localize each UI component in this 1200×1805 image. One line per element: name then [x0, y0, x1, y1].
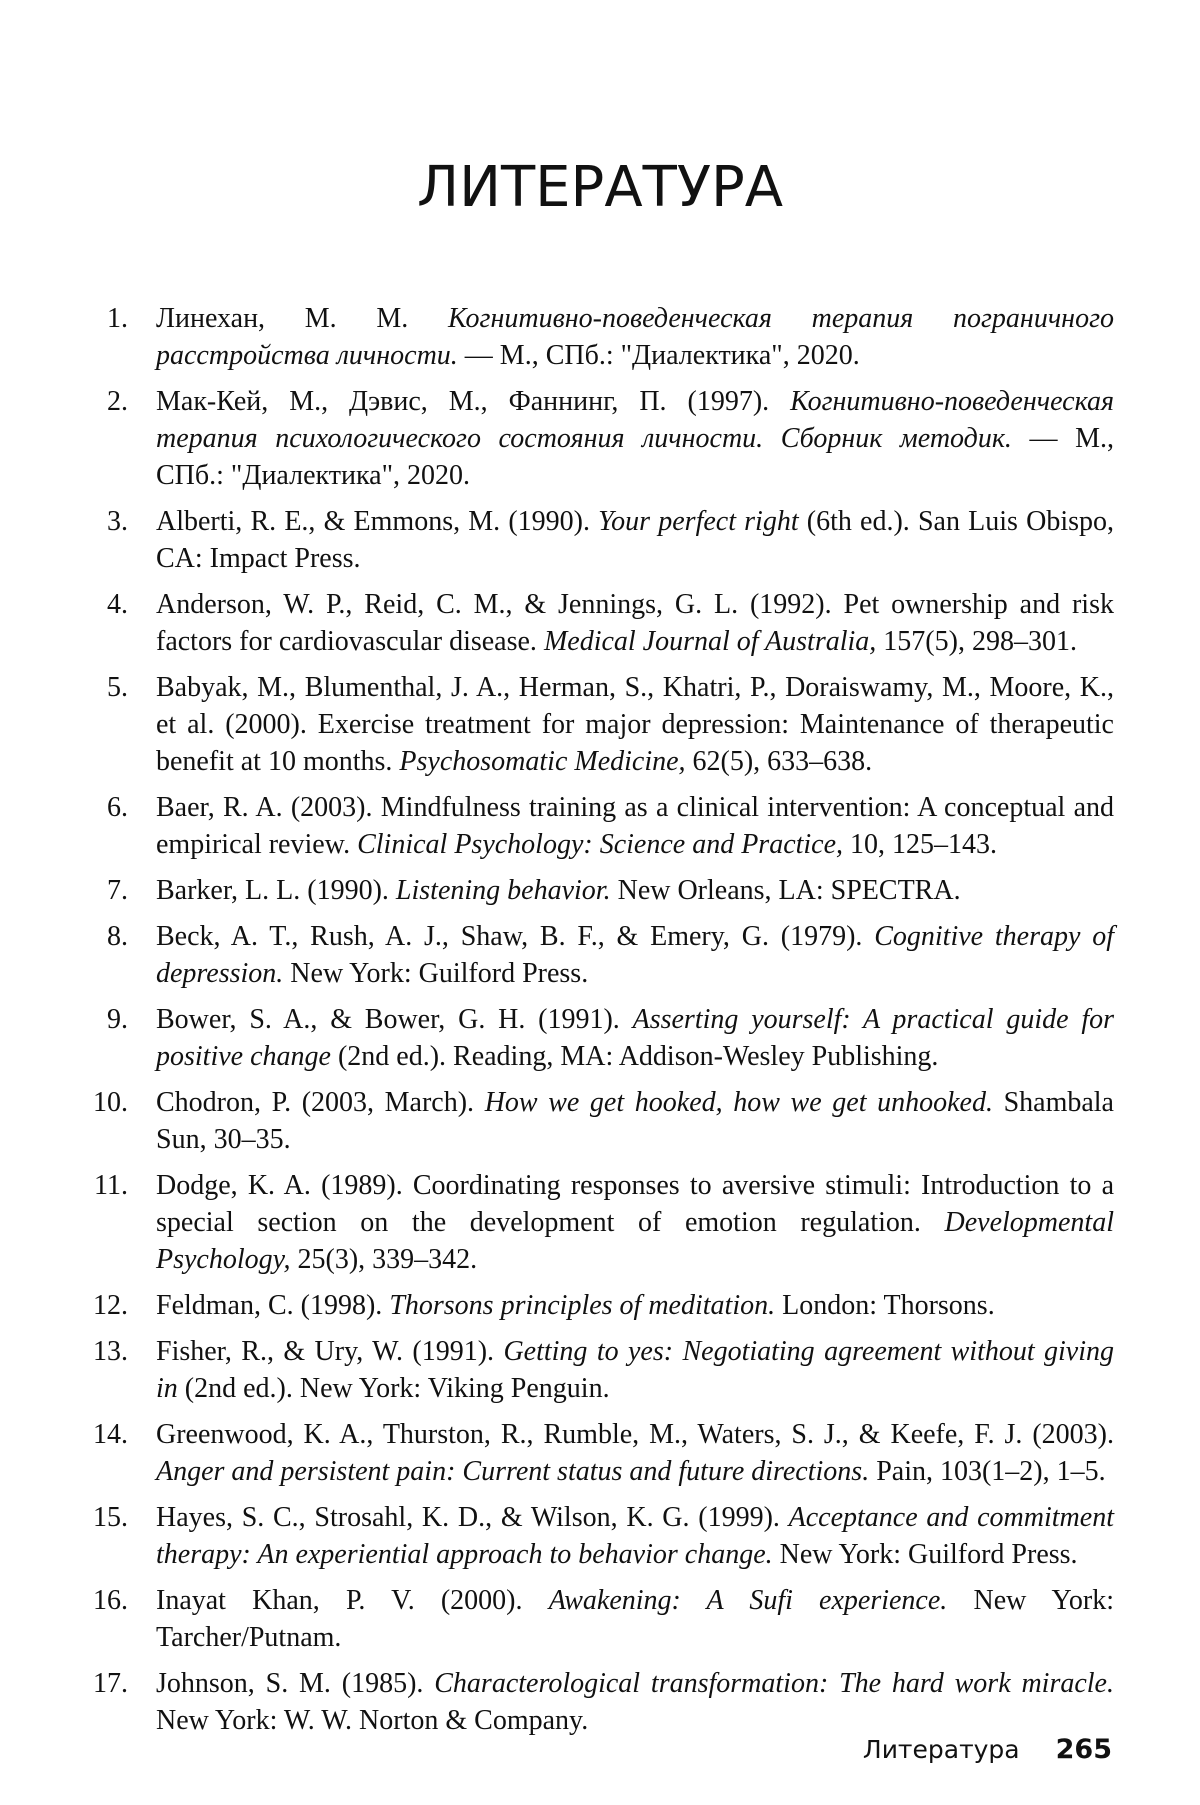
reference-number: 14.: [93, 1419, 128, 1450]
reference-text: [156, 1087, 1114, 1155]
reference-segment: 157(5), 298–301.: [876, 626, 1077, 657]
reference-segment: Pain, 103(1–2), 1–5.: [869, 1456, 1106, 1487]
reference-text: [156, 1585, 1114, 1653]
reference-segment: 62(5), 633–638.: [685, 746, 873, 777]
reference-text: [156, 1502, 1114, 1570]
reference-segment: Shambala Sun, 30–35.: [156, 1087, 1114, 1155]
reference-segment: Beck, A. T., Rush, A. J., Shaw, B. F., & Emery, G. (1979).: [156, 921, 875, 952]
reference-title: Medical Journal of Australia,: [543, 626, 877, 657]
reference-item: [84, 1665, 1114, 1739]
reference-segment: Greenwood, K. A., Thurston, R., Rumble, M., Waters, S. J., & Keefe, F. J. (2003).: [156, 1419, 1114, 1450]
reference-segment: Anderson, W. P., Reid, C. M., & Jennings, G. L. (1992). Pet ownership and risk factors for cardiovascular disease.: [156, 589, 1114, 657]
reference-number: 7.: [107, 875, 128, 906]
reference-number: 13.: [93, 1336, 128, 1367]
reference-text: [156, 1290, 995, 1321]
reference-list: [84, 300, 1114, 1748]
reference-segment: New York: W. W. Norton & Company.: [156, 1705, 589, 1736]
reference-number: 17.: [93, 1668, 128, 1699]
reference-text: [156, 589, 1114, 657]
reference-title: Когнитивно-поведенческая терапия психологического состояния личности. Сборник методик.: [156, 386, 1114, 454]
reference-title: Characterological transformation: The hard work miracle.: [434, 1668, 1114, 1699]
reference-title: Asserting yourself: A practical guide for positive change: [156, 1004, 1115, 1072]
reference-title: Thorsons principles of meditation.: [389, 1290, 776, 1321]
reference-number: 2.: [107, 386, 128, 417]
reference-text: [156, 672, 1114, 777]
reference-title: Clinical Psychology: Science and Practice,: [357, 829, 844, 860]
reference-title: Awakening: A Sufi experience.: [548, 1585, 948, 1616]
reference-segment: New York: Guilford Press.: [772, 1539, 1078, 1570]
reference-segment: Chodron, P. (2003, March).: [156, 1087, 485, 1118]
reference-text: [156, 1419, 1114, 1487]
reference-segment: New York: Tarcher/Putnam.: [156, 1585, 1114, 1653]
reference-text: [156, 875, 961, 906]
reference-number: 8.: [107, 921, 128, 952]
reference-title: Anger and persistent pain: Current status and future directions.: [156, 1456, 870, 1487]
reference-segment: Johnson, S. M. (1985).: [156, 1668, 435, 1699]
reference-number: 10.: [93, 1087, 128, 1118]
reference-item: [84, 918, 1114, 992]
reference-text: [156, 921, 1114, 989]
reference-item: [84, 1416, 1114, 1490]
reference-segment: Dodge, K. A. (1989). Coordinating responses to aversive stimuli: Introduction to a special section on the development of emotion regulation.: [156, 1170, 1114, 1238]
reference-text: [156, 386, 1114, 491]
reference-item: [84, 503, 1114, 577]
page-title: ЛИТЕРАТУРА: [416, 155, 784, 220]
reference-segment: Baer, R. A. (2003). Mindfulness training as a clinical intervention: A conceptual and empirical review.: [156, 792, 1114, 860]
reference-text: [156, 1336, 1114, 1404]
reference-item: [84, 669, 1114, 780]
reference-segment: New York: Guilford Press.: [283, 958, 589, 989]
reference-number: 6.: [107, 792, 128, 823]
reference-item: [84, 1582, 1114, 1656]
reference-number: 9.: [107, 1004, 128, 1035]
reference-text: [156, 1668, 1114, 1736]
reference-segment: Babyak, M., Blumenthal, J. A., Herman, S., Khatri, P., Doraiswamy, M., Moore, K., et al. (2000). Exercise treatment for major depression: Maintenance of therapeutic benefit at 10 months.: [156, 672, 1114, 777]
reference-number: 11.: [94, 1170, 128, 1201]
reference-segment: 10, 125–143.: [843, 829, 998, 860]
reference-text: [156, 506, 1114, 574]
reference-segment: (2nd ed.). New York: Viking Penguin.: [177, 1373, 610, 1404]
reference-item: [84, 300, 1114, 374]
reference-number: 4.: [107, 589, 128, 620]
reference-number: 16.: [93, 1585, 128, 1616]
reference-segment: Мак-Кей, М., Дэвис, М., Фаннинг, П. (1997).: [156, 386, 791, 417]
reference-segment: Fisher, R., & Ury, W. (1991).: [156, 1336, 504, 1367]
reference-title: Developmental Psychology,: [156, 1207, 1114, 1275]
reference-title: How we get hooked, how we get unhooked.: [484, 1087, 993, 1118]
reference-segment: Hayes, S. C., Strosahl, K. D., & Wilson, K. G. (1999).: [156, 1502, 789, 1533]
running-footer: [863, 1735, 1112, 1765]
reference-item: [84, 1287, 1114, 1324]
reference-segment: (6th ed.). San Luis Obispo, CA: Impact Press.: [156, 506, 1114, 574]
reference-number: 12.: [93, 1290, 128, 1321]
reference-segment: Линехан, М. М.: [156, 303, 449, 334]
reference-number: 3.: [107, 506, 128, 537]
reference-segment: Inayat Khan, P. V. (2000).: [156, 1585, 549, 1616]
reference-item: [84, 586, 1114, 660]
reference-segment: 25(3), 339–342.: [290, 1244, 478, 1275]
reference-item: [84, 1333, 1114, 1407]
running-title: Литература: [862, 1735, 1020, 1764]
reference-segment: London: Thorsons.: [775, 1290, 995, 1321]
reference-segment: Feldman, C. (1998).: [156, 1290, 390, 1321]
page-number: 265: [1055, 1734, 1112, 1765]
reference-segment: — М., СПб.: "Диалектика", 2020.: [457, 340, 860, 371]
reference-item: [84, 1499, 1114, 1573]
reference-segment: (2nd ed.). Reading, MA: Addison-Wesley Publishing.: [330, 1041, 939, 1072]
reference-title: Acceptance and commitment therapy: An experiential approach to behavior change.: [156, 1502, 1114, 1570]
reference-text: [156, 303, 1114, 371]
reference-title: Listening behavior.: [395, 875, 611, 906]
reference-number: 15.: [93, 1502, 128, 1533]
reference-item: [84, 1084, 1114, 1158]
reference-number: 1.: [107, 303, 128, 334]
reference-number: 5.: [107, 672, 128, 703]
reference-segment: New Orleans, LA: SPECTRA.: [610, 875, 961, 906]
reference-segment: Bower, S. A., & Bower, G. H. (1991).: [156, 1004, 633, 1035]
reference-title: Psychosomatic Medicine,: [399, 746, 686, 777]
reference-segment: — М., СПб.: "Диалектика", 2020.: [156, 423, 1114, 491]
reference-title: Getting to yes: Negotiating agreement without giving in: [156, 1336, 1115, 1404]
reference-text: [156, 1004, 1114, 1072]
reference-segment: Barker, L. L. (1990).: [156, 875, 396, 906]
reference-text: [156, 792, 1114, 860]
reference-title: Your perfect right: [598, 506, 799, 537]
reference-item: [84, 1167, 1114, 1278]
reference-item: [84, 872, 1114, 909]
reference-title: Когнитивно-поведенческая терапия пограничного расстройства личности.: [156, 303, 1114, 371]
reference-text: [156, 1170, 1114, 1275]
reference-item: [84, 383, 1114, 494]
reference-title: Cognitive therapy of depression.: [156, 921, 1114, 989]
reference-item: [84, 789, 1114, 863]
reference-segment: Alberti, R. E., & Emmons, M. (1990).: [156, 506, 599, 537]
reference-item: [84, 1001, 1114, 1075]
